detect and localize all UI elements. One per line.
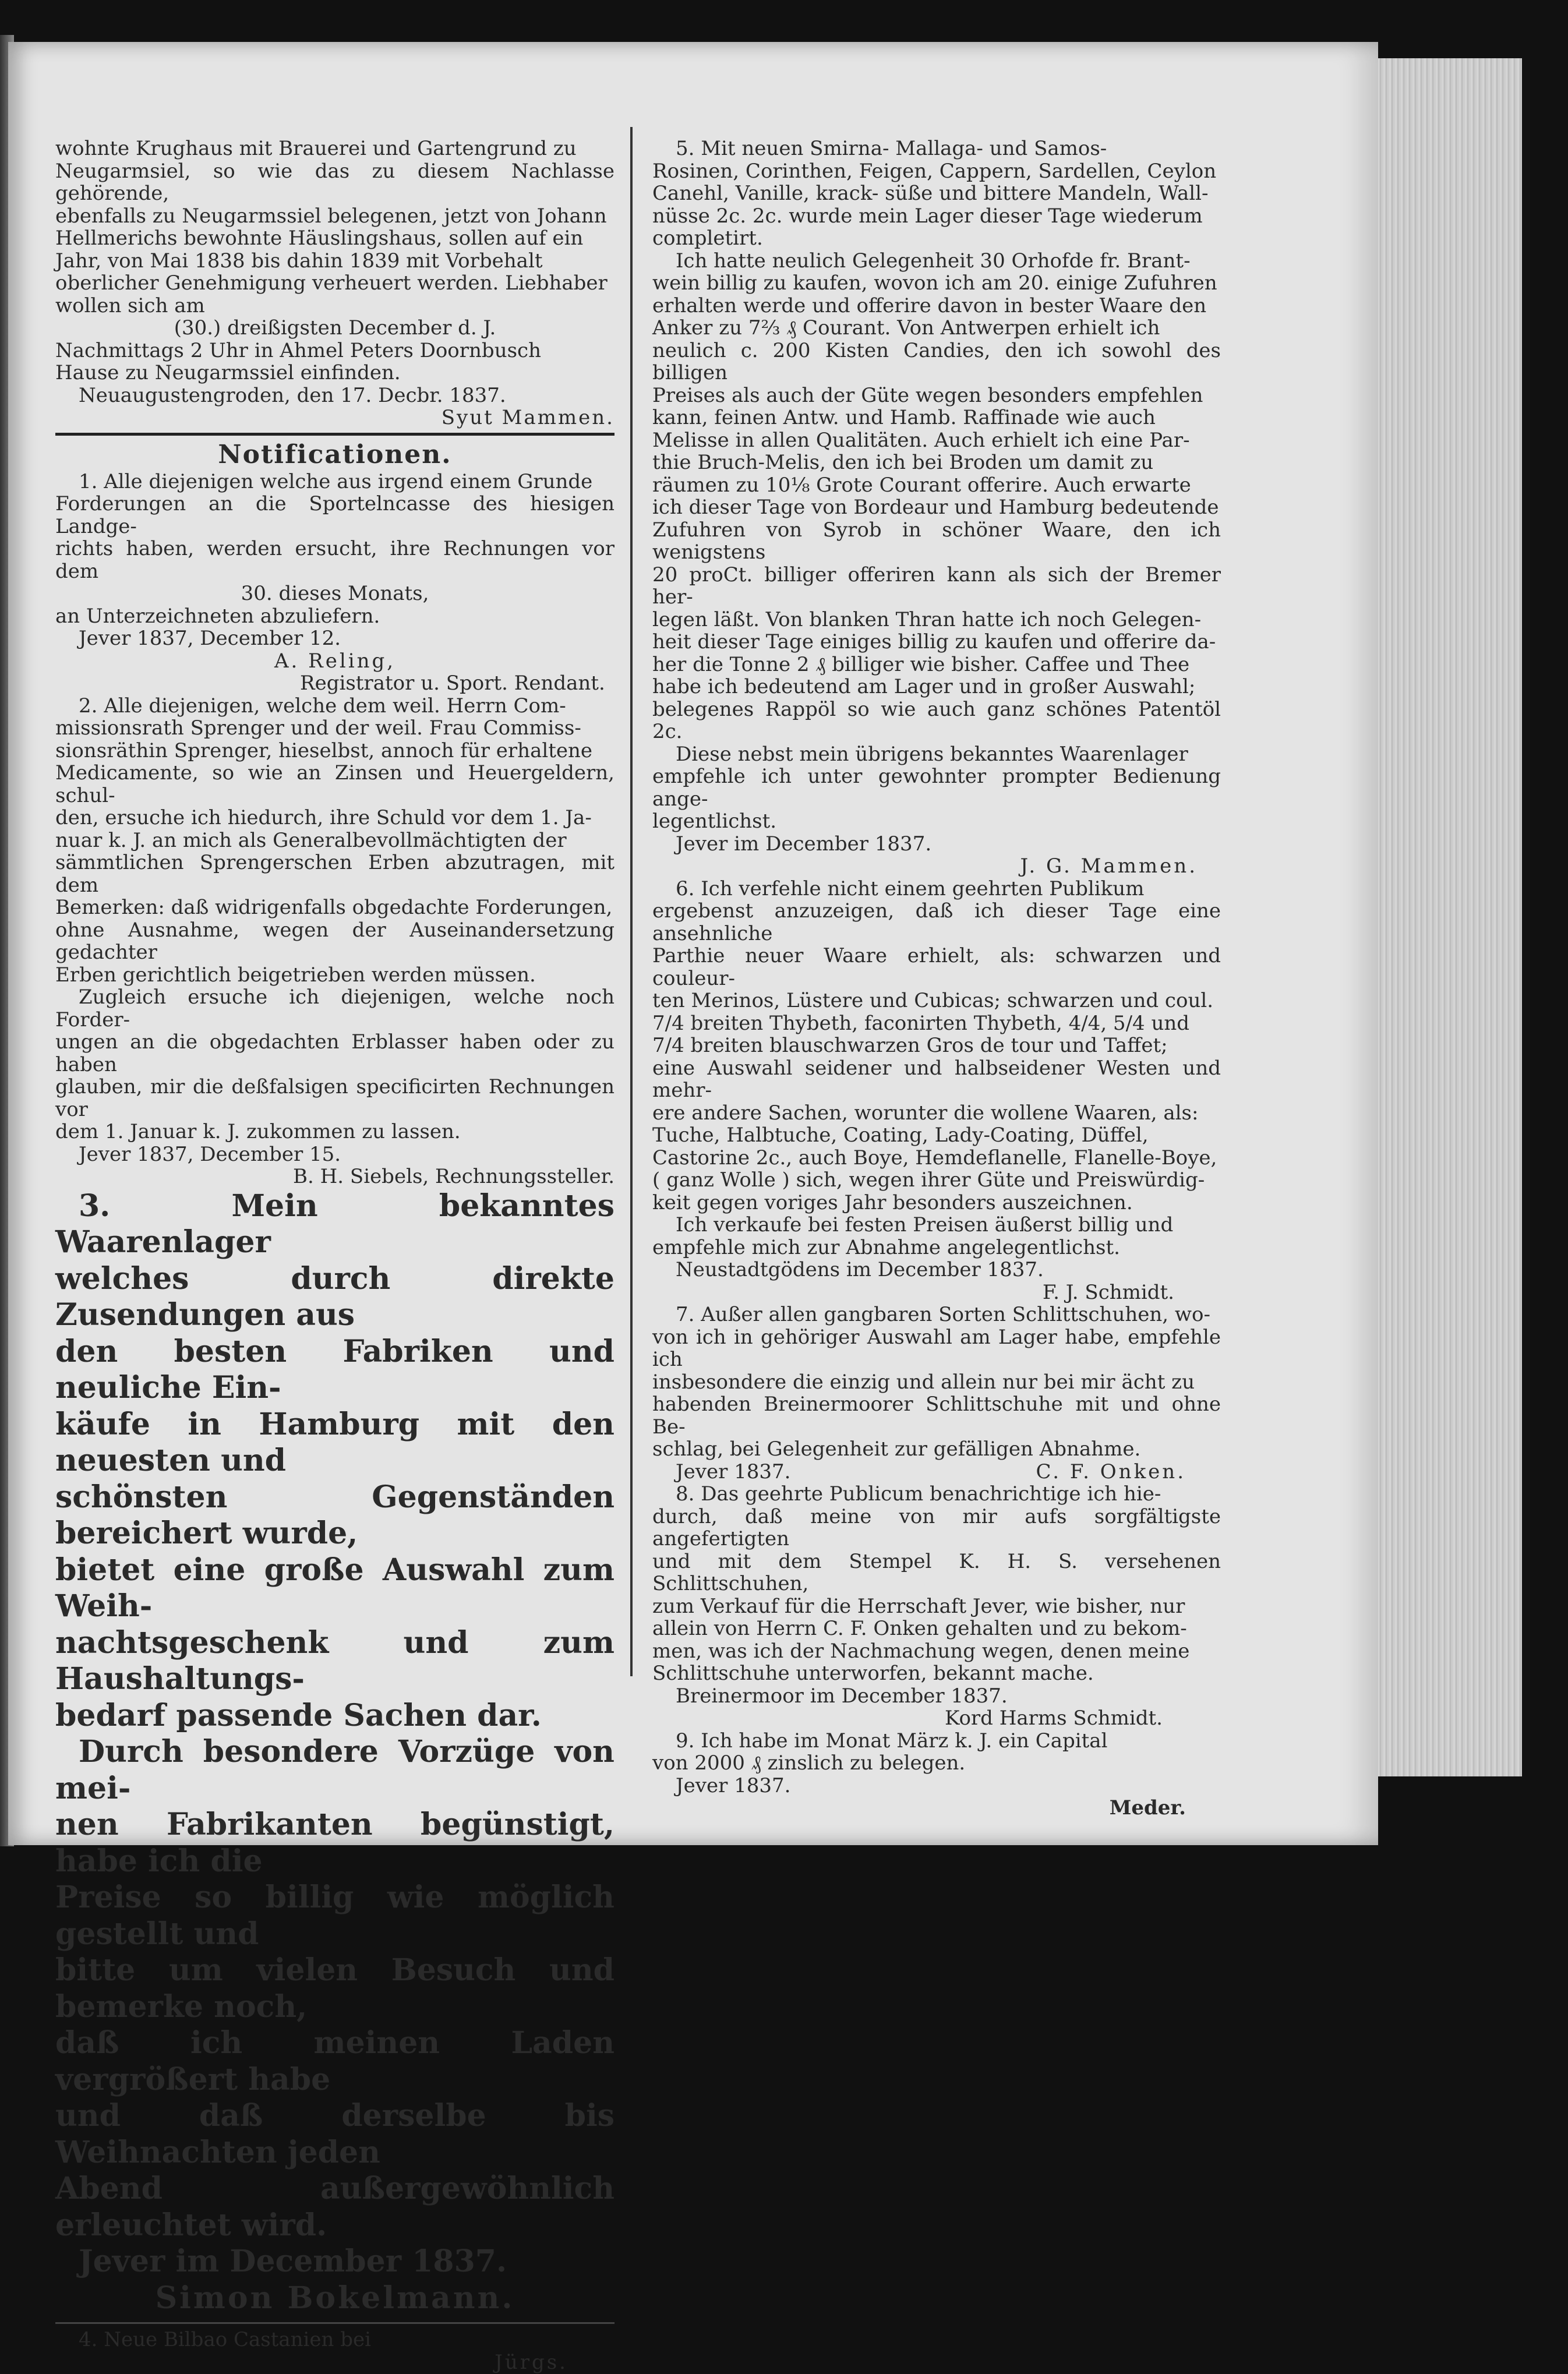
text-line: richts haben, werden ersucht, ihre Rechnungen vor dem bbox=[55, 537, 615, 583]
left-column bbox=[55, 137, 615, 2373]
text-line: von 2000 ₰ zinslich zu belegen. bbox=[652, 1751, 966, 1775]
signature: F. J. Schmidt. bbox=[1042, 1280, 1174, 1304]
text-line: Canehl, Vanille, krack- süße und bittere Mandeln, Wall- bbox=[652, 182, 1209, 205]
text-line: 9. Ich habe im Monat März k. J. ein Capital bbox=[676, 1729, 1108, 1753]
text-line: an Unterzeichneten abzuliefern. bbox=[55, 604, 380, 628]
text-line: nachtsgeschenk und zum Haushaltungs- bbox=[55, 1624, 615, 1697]
date-line: 30. dieses Monats, bbox=[241, 582, 429, 605]
text-line: Ich verkaufe bei festen Preisen äußerst billig und bbox=[676, 1213, 1174, 1237]
text-line: habenden Breinermoorer Schlittschuhe mit und ohne Be- bbox=[652, 1393, 1221, 1439]
place-date: Jever im December 1837. bbox=[676, 832, 932, 856]
text-line: 1. Alle diejenigen welche aus irgend einem Grunde bbox=[79, 469, 593, 493]
text-line: Parthie neuer Waare erhielt, als: schwarzen und couleur- bbox=[652, 944, 1221, 990]
text-line: 3. Mein bekanntes Waarenlager bbox=[55, 1188, 615, 1260]
text-line: Zufuhren von Syrob in schöner Waare, den ich wenigstens bbox=[652, 518, 1221, 564]
text-line: glauben, mir die deßfalsigen specificirten Rechnungen vor bbox=[55, 1075, 615, 1121]
text-line: bitte um vielen Besuch und bemerke noch, bbox=[55, 1952, 615, 2025]
text-line: insbesondere die einzig und allein nur bei mir ächt zu bbox=[652, 1370, 1195, 1394]
text-line: und mit dem Stempel K. H. S. versehenen Schlittschuhen, bbox=[652, 1549, 1221, 1595]
text-line: Jahr, von Mai 1838 bis dahin 1839 mit Vorbehalt bbox=[55, 249, 543, 273]
text-line: zum Verkauf für die Herrschaft Jever, wie bisher, nur bbox=[652, 1594, 1185, 1618]
text-line: Tuche, Halbtuche, Coating, Lady-Coating, Düffel, bbox=[652, 1124, 1149, 1147]
text-line: bietet eine große Auswahl zum Weih- bbox=[55, 1552, 615, 1624]
text-line: allein von Herrn C. F. Onken gehalten und zu bekom- bbox=[652, 1617, 1187, 1640]
text-line: legen läßt. Von blanken Thran hatte ich noch Gelegen- bbox=[652, 607, 1202, 631]
signature: Meder. bbox=[1109, 1796, 1186, 1820]
notice-1 bbox=[55, 471, 615, 695]
text-line: und daß derselbe bis Weihnachten jeden bbox=[55, 2098, 615, 2170]
text-line: erhalten werde und offerire davon in bester Waare den bbox=[652, 294, 1207, 317]
text-line: Ich hatte neulich Gelegenheit 30 Orhofde fr. Brant- bbox=[676, 249, 1191, 273]
text-line: ere andere Sachen, worunter die wollene Waaren, als: bbox=[652, 1101, 1199, 1125]
text-line: Erben gerichtlich beigetrieben werden müssen. bbox=[55, 963, 536, 987]
text-line: kann, feinen Antw. und Hamb. Raffinade wie auch bbox=[652, 406, 1156, 429]
notice-8 bbox=[652, 1483, 1221, 1730]
text-line: ich dieser Tage von Bordeaur und Hamburg bedeutende bbox=[652, 496, 1219, 519]
text-line: Abend außergewöhnlich erleuchtet wird. bbox=[55, 2171, 615, 2243]
signature: C. F. Onken. bbox=[1036, 1460, 1186, 1483]
place-date: Breinermoor im December 1837. bbox=[676, 1684, 1008, 1708]
notice-7 bbox=[652, 1303, 1221, 1483]
text-line: nen Fabrikanten begünstigt, habe ich die bbox=[55, 1807, 615, 1879]
text-line: schlag, bei Gelegenheit zur gefälligen Abnahme. bbox=[652, 1437, 1141, 1461]
section-heading: Notificationen. bbox=[218, 439, 452, 469]
text-line: nüsse 2c. 2c. wurde mein Lager dieser Tage wiederum bbox=[652, 204, 1203, 228]
text-line: her die Tonne 2 ₰ billiger wie bisher. Caffee und Thee bbox=[652, 652, 1190, 676]
text-line: Diese nebst mein übrigens bekanntes Waarenlager bbox=[676, 742, 1188, 766]
place-date: Neuaugustengroden, den 17. Decbr. 1837. bbox=[79, 383, 506, 407]
text-line: belegenes Rappöl so wie auch ganz schönes Patentöl 2c. bbox=[652, 697, 1221, 743]
text-line: Hause zu Neugarmssiel einfinden. bbox=[55, 361, 401, 384]
text-line: eine Auswahl seidener und halbseidener Westen und mehr- bbox=[652, 1056, 1221, 1102]
date-line: (30.) dreißigsten December d. J. bbox=[174, 316, 496, 340]
notice-2 bbox=[55, 695, 615, 1188]
signature: J. G. Mammen. bbox=[1020, 854, 1198, 878]
place-date: Jever 1837, December 12. bbox=[79, 627, 341, 650]
text-line: heit dieser Tage einiges billig zu kaufen und offerire da- bbox=[652, 630, 1216, 653]
text-line: Neugarmsiel, so wie das zu diesem Nachlasse gehörende, bbox=[55, 159, 615, 205]
text-line: Anker zu 7⅔ ₰ Courant. Von Antwerpen erhielt ich bbox=[652, 316, 1160, 340]
text-line: welches durch direkte Zusendungen aus bbox=[55, 1260, 615, 1333]
text-line: 20 proCt. billiger offeriren kann als sich der Bremer her- bbox=[652, 563, 1221, 609]
text-line: 2. Alle diejenigen, welche dem weil. Herrn Com- bbox=[79, 694, 566, 718]
text-line: men, was ich der Nachmachung wegen, denen meine bbox=[652, 1639, 1190, 1663]
notice-3 bbox=[55, 1188, 615, 2317]
signature: Syut Mammen. bbox=[441, 406, 615, 429]
text-line: Nachmittags 2 Uhr in Ahmel Peters Doornbusch bbox=[55, 338, 541, 362]
text-line: ungen an die obgedachten Erblasser haben oder zu haben bbox=[55, 1030, 615, 1076]
text-line: Preises als auch der Güte wegen besonders empfehlen bbox=[652, 383, 1203, 407]
text-line: completirt. bbox=[652, 227, 763, 250]
text-line: Bemerken: daß widrigenfalls obgedachte Forderungen, bbox=[55, 896, 613, 919]
top-notice bbox=[55, 137, 615, 436]
text-line: 6. Ich verfehle nicht einem geehrten Publikum bbox=[676, 877, 1145, 900]
text-line: daß ich meinen Laden vergrößert habe bbox=[55, 2025, 615, 2097]
text-line: 7. Außer allen gangbaren Sorten Schlittschuhen, wo- bbox=[676, 1303, 1210, 1326]
text-line: Forderungen an die Sportelncasse des hiesigen Landge- bbox=[55, 492, 615, 538]
place-date: Jever im December 1837. bbox=[79, 2244, 507, 2279]
text-line: dem 1. Januar k. J. zukommen zu lassen. bbox=[55, 1120, 461, 1143]
place-date: Jever 1837, December 15. bbox=[79, 1142, 341, 1166]
text-line: neulich c. 200 Kisten Candies, den ich sowohl des billigen bbox=[652, 338, 1221, 384]
text-line: bedarf passende Sachen dar. bbox=[55, 1697, 542, 1733]
text-line: räumen zu 10⅛ Grote Courant offerire. Auch erwarte bbox=[652, 473, 1191, 497]
text-line: 4. Neue Bilbao Castanien bei bbox=[79, 2328, 372, 2351]
text-line: ergebenst anzuzeigen, daß ich dieser Tage eine ansehnliche bbox=[652, 899, 1221, 945]
text-line: Zugleich ersuche ich diejenigen, welche noch Forder- bbox=[55, 985, 615, 1031]
text-line: von ich in gehöriger Auswahl am Lager habe, empfehle ich bbox=[652, 1325, 1221, 1371]
text-line: den besten Fabriken und neuliche Ein- bbox=[55, 1333, 615, 1405]
text-line: keit gegen voriges Jahr besonders auszeichnen. bbox=[652, 1190, 1133, 1214]
text-line: käufe in Hamburg mit den neuesten und bbox=[55, 1406, 615, 1478]
signature-title: Registrator u. Sport. Rendant. bbox=[300, 672, 605, 695]
text-line: 7/4 breiten Thybeth, faconirten Thybeth, 4/4, 5/4 und bbox=[652, 1011, 1190, 1035]
text-line: empfehle mich zur Abnahme angelegentlichst. bbox=[652, 1235, 1120, 1259]
text-line: sionsräthin Sprenger, hieselbst, annoch für erhaltene bbox=[55, 739, 593, 762]
text-line: Medicamente, so wie an Zinsen und Heuergeldern, schul- bbox=[55, 761, 615, 807]
notice-6 bbox=[652, 878, 1221, 1304]
text-line: schönsten Gegenständen bereichert wurde, bbox=[55, 1479, 615, 1551]
text-line: oberlicher Genehmigung verheuert werden. Liebhaber bbox=[55, 271, 608, 295]
text-line: habe ich bedeutend am Lager und in großer Auswahl; bbox=[652, 675, 1196, 698]
place-date: Neustadtgödens im December 1837. bbox=[676, 1258, 1044, 1281]
text-line: Melisse in allen Qualitäten. Auch erhielt ich eine Par- bbox=[652, 428, 1190, 452]
text-line: den, ersuche ich hiedurch, ihre Schuld vor dem 1. Ja- bbox=[55, 806, 592, 829]
text-line: ( ganz Wolle ) sich, wegen ihrer Güte und Preiswürdig- bbox=[652, 1168, 1205, 1192]
text-line: Schlittschuhe unterworfen, bekannt mache. bbox=[652, 1662, 1094, 1685]
text-line: Hellmerichs bewohnte Häuslingshaus, sollen auf ein bbox=[55, 227, 584, 250]
place-signature-row bbox=[652, 1461, 1221, 1483]
notice-5 bbox=[652, 137, 1221, 878]
text-line: empfehle ich unter gewohnter prompter Bedienung ange- bbox=[652, 765, 1221, 811]
signature: Simon Bokelmann. bbox=[155, 2280, 515, 2316]
right-column bbox=[652, 137, 1221, 1820]
text-line: durch, daß meine von mir aufs sorgfältigste angefertigten bbox=[652, 1504, 1221, 1550]
text-line: 8. Das geehrte Publicum benachrichtige ich hie- bbox=[676, 1482, 1161, 1506]
column-divider bbox=[630, 127, 633, 1676]
signature: Jürgs. bbox=[495, 2350, 568, 2374]
text-line: wein billig zu kaufen, wovon ich am 20. einige Zufuhren bbox=[652, 271, 1217, 295]
place-date: Jever 1837. bbox=[676, 1460, 791, 1483]
text-line: missionsrath Sprenger und der weil. Frau Commiss- bbox=[55, 716, 581, 740]
text-line: Rosinen, Corinthen, Feigen, Cappern, Sardellen, Ceylon bbox=[652, 159, 1217, 183]
text-line: wohnte Krughaus mit Brauerei und Gartengrund zu bbox=[55, 137, 577, 160]
place-date: Jever 1837. bbox=[676, 1774, 791, 1797]
text-line: ten Merinos, Lüstere und Cubicas; schwarzen und coul. bbox=[652, 989, 1214, 1012]
text-line: thie Bruch-Melis, den ich bei Broden um damit zu bbox=[652, 451, 1154, 474]
notice-4 bbox=[55, 2322, 615, 2373]
text-line: Durch besondere Vorzüge von mei- bbox=[55, 1734, 615, 1806]
notice-9 bbox=[652, 1730, 1221, 1820]
text-line: 7/4 breiten blauschwarzen Gros de tour und Taffet; bbox=[652, 1034, 1168, 1057]
text-line: Castorine 2c., auch Boye, Hemdeflanelle, Flanelle-Boye, bbox=[652, 1146, 1217, 1170]
signature: A. Reling, bbox=[274, 649, 396, 673]
signature: B. H. Siebels, Rechnungssteller. bbox=[293, 1165, 615, 1188]
text-line: ohne Ausnahme, wegen der Auseinandersetzung gedachter bbox=[55, 918, 615, 964]
text-line: nuar k. J. an mich als Generalbevollmächtigten der bbox=[55, 828, 567, 852]
text-line: 5. Mit neuen Smirna- Mallaga- und Samos- bbox=[676, 137, 1107, 160]
text-line: wollen sich am bbox=[55, 294, 205, 317]
text-line: sämmtlichen Sprengerschen Erben abzutragen, mit dem bbox=[55, 851, 615, 897]
text-line: ebenfalls zu Neugarmssiel belegenen, jetzt von Johann bbox=[55, 204, 607, 228]
signature: Kord Harms Schmidt. bbox=[944, 1707, 1163, 1730]
text-line: legentlichst. bbox=[652, 810, 777, 833]
text-line: Preise so billig wie möglich gestellt und bbox=[55, 1880, 615, 1952]
